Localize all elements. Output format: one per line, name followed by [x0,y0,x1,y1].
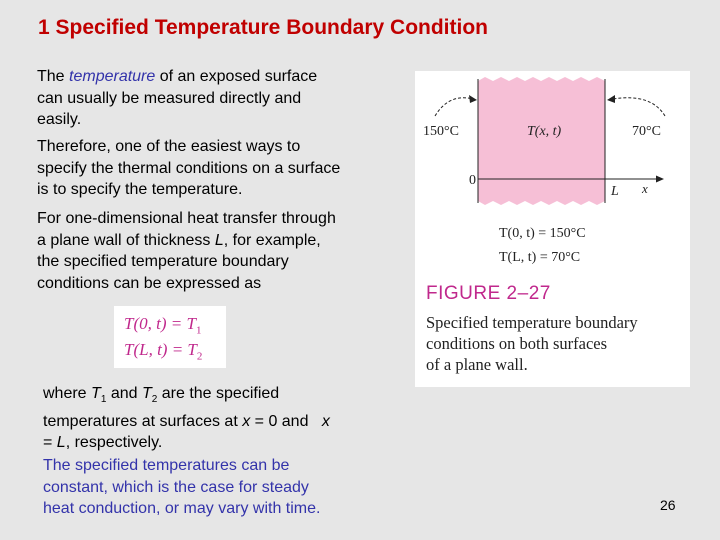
p4-T1: T [91,385,101,402]
paragraph-temperature-measured [37,66,317,131]
p4-x2: x [321,412,330,430]
p2-line3: is to specify the temperature. [37,181,243,198]
wall-region [478,77,605,205]
length-label: L [611,184,619,199]
p1-line2: can usually be measured directly and [37,89,302,107]
p1-emphasis: temperature [69,68,156,85]
figure-caption [426,312,686,375]
caption-line-1: Specified temperature boundary [426,313,638,332]
p4-T2: T [141,385,152,402]
p4-sub2: 2 [151,394,158,406]
p4-and: and [106,385,142,402]
p4-line3-b: , respectively. [65,434,163,452]
p4-a: where [43,385,92,402]
caption-line-3: of a plane wall. [426,355,528,374]
boundary-condition-formula [114,306,226,368]
formula-1-sub: 1 [195,324,202,337]
figure-2-27 [415,71,690,387]
p5-line2: constant, which is the case for steady [43,478,309,496]
field-label: T(x, t) [527,124,562,139]
p4-line2-a: temperatures at surfaces at [43,412,243,430]
formula-1-lhs: T(0, t) = T [124,314,196,333]
p1-line3: easily. [37,111,82,128]
p4-sub1: 1 [100,394,107,406]
slide-title: 1 Specified Temperature Boundary Condition [38,16,489,39]
p1-post: of an exposed surface [155,68,318,85]
p5-line1: The specified temperatures can be [43,457,290,474]
p2-line2: specify the thermal conditions on a surface [37,159,341,177]
paragraph-time-varying [43,455,320,520]
p4-L: L [56,434,66,452]
p5-line3: heat conduction, or may vary with time. [43,500,321,517]
bc2-label: T(L, t) = 70°C [499,250,581,265]
axis-label: x [642,181,648,196]
figure-caption-title: FIGURE 2–27 [426,283,551,304]
p4-line2-b: = 0 and [250,412,322,430]
p3-line2-b: , for example, [223,231,321,249]
bc1-label: T(0, t) = 150°C [499,226,586,241]
formula-line-1 [124,314,201,336]
right-arrow-head [607,95,615,103]
p3-line3: the specified temperature boundary [37,253,289,270]
origin-label: 0 [469,173,476,188]
p4-line3-a: = [43,434,57,452]
left-arrow-head [469,95,477,103]
right-temp-label: 70°C [632,124,661,139]
p3-line2-L: L [214,231,224,249]
page-number: 26 [660,497,676,513]
x-axis-arrowhead [656,176,664,183]
formula-2-lhs: T(L, t) = T [124,340,197,359]
formula-2-sub: 2 [196,350,203,363]
left-arrow-curve [435,98,473,116]
paragraph-where-t1-t2 [43,383,330,454]
caption-line-2: conditions on both surfaces [426,334,608,353]
p4-b: are the specified [157,385,280,402]
p4-x: x [242,412,251,430]
right-arrow-curve [613,98,665,116]
formula-line-2 [124,340,202,362]
paragraph-one-dimensional [37,208,336,294]
p3-line2-a: a plane wall of thickness [37,231,215,249]
p2-line1: Therefore, one of the easiest ways to [37,138,301,155]
paragraph-easiest-way [37,136,340,201]
p1-pre: The [37,68,70,85]
left-temp-label: 150°C [423,124,459,139]
p3-line4: conditions can be expressed as [37,274,262,292]
p3-line1: For one-dimensional heat transfer through [37,210,336,227]
